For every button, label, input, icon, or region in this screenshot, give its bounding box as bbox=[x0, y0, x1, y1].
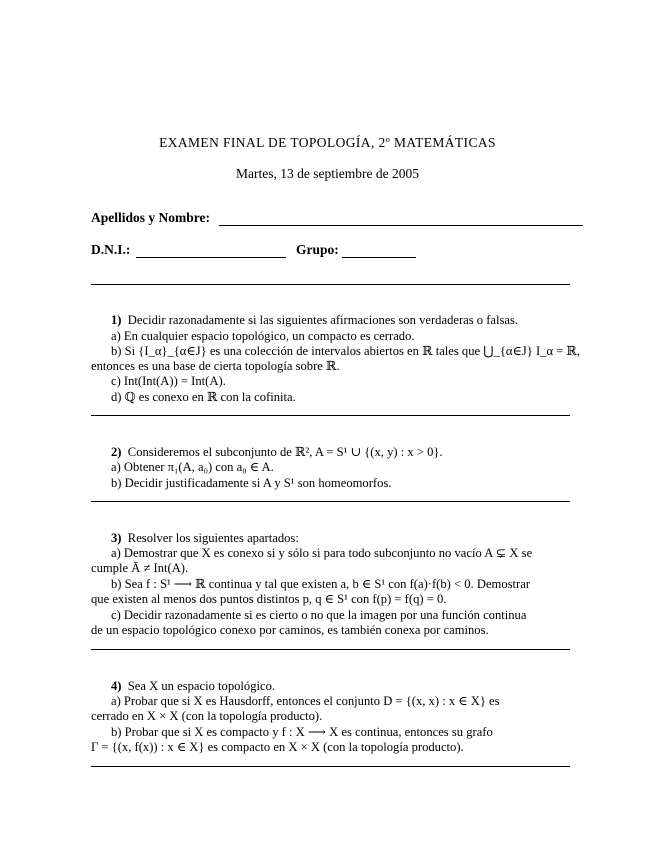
problem-line bbox=[111, 531, 299, 546]
problem-number: 3) bbox=[111, 531, 122, 545]
problem-line: b) Si {I_α}_{α∈J} es una colección de intervalos abiertos en ℝ tales que ⋃_{α∈J} I_α = ℝ, bbox=[111, 344, 581, 358]
group-label: Grupo: bbox=[296, 242, 339, 257]
problem-line: b) Probar que si X es compacto y f : X ⟶ X es continua, entonces su grafo bbox=[111, 725, 493, 739]
divider bbox=[91, 649, 570, 650]
problem-text: Consideremos el subconjunto de ℝ², A = S¹ ∪ {(x, y) : x > 0}. bbox=[127, 445, 443, 459]
problem-line: a) En cualquier espacio topológico, un compacto es cerrado. bbox=[111, 329, 415, 343]
dni-label: D.N.I.: bbox=[91, 242, 131, 257]
problem-text: Resolver los siguientes apartados: bbox=[127, 531, 299, 545]
problem-line: a) Demostrar que X es conexo si y sólo si para todo subconjunto no vacío A ⊊ X se bbox=[111, 546, 533, 560]
name-label: Apellidos y Nombre: bbox=[91, 210, 211, 225]
problem-line: c) Decidir razonadamente si es cierto o no que la imagen por una función continua bbox=[111, 608, 527, 622]
problem-line: a) Obtener π₁(A, a₀) con a₀ ∈ A. bbox=[111, 460, 274, 474]
divider bbox=[91, 501, 570, 502]
problem-number: 4) bbox=[111, 679, 122, 693]
problem-line: entonces es una base de cierta topología sobre ℝ. bbox=[91, 359, 340, 373]
problem-line: cumple Ā ≠ Int(A). bbox=[91, 561, 189, 575]
problem-line: b) Sea f : S¹ ⟶ ℝ continua y tal que existen a, b ∈ S¹ con f(a)·f(b) < 0. Demostrar bbox=[111, 577, 531, 591]
problem-line: b) Decidir justificadamente si A y S¹ son homeomorfos. bbox=[111, 476, 392, 490]
group-field-line[interactable] bbox=[342, 257, 416, 258]
problem-line bbox=[111, 313, 518, 328]
exam-date: Martes, 13 de septiembre de 2005 bbox=[236, 166, 419, 181]
problem-line: d) ℚ es conexo en ℝ con la cofinita. bbox=[111, 390, 296, 404]
dni-field-line[interactable] bbox=[136, 257, 286, 258]
problem-text: Sea X un espacio topológico. bbox=[127, 679, 276, 693]
problem-text: Decidir razonadamente si las siguientes afirmaciones son verdaderas o falsas. bbox=[127, 313, 519, 327]
problem-line: de un espacio topológico conexo por caminos, es también conexa por caminos. bbox=[91, 623, 489, 637]
divider bbox=[91, 766, 570, 767]
problem-line: a) Probar que si X es Hausdorff, entonces el conjunto D = {(x, x) : x ∈ X} es bbox=[111, 694, 500, 708]
divider bbox=[91, 284, 570, 285]
problem-line: que existen al menos dos puntos distintos p, q ∈ S¹ con f(p) = f(q) = 0. bbox=[91, 592, 447, 606]
exam-title: EXAMEN FINAL DE TOPOLOGÍA, 2º MATEMÁTICAS bbox=[159, 135, 496, 150]
problem-line: cerrado en X × X (con la topología producto). bbox=[91, 709, 323, 723]
name-field-line[interactable] bbox=[219, 225, 583, 226]
problem-line: Γ = {(x, f(x)) : x ∈ X} es compacto en X × X (con la topología producto). bbox=[91, 740, 464, 754]
problem-line bbox=[111, 445, 443, 460]
problem-line bbox=[111, 679, 275, 694]
problem-number: 1) bbox=[111, 313, 122, 327]
problem-line: c) Int(Int(A)) = Int(A). bbox=[111, 374, 226, 388]
problem-number: 2) bbox=[111, 445, 122, 459]
divider bbox=[91, 415, 570, 416]
